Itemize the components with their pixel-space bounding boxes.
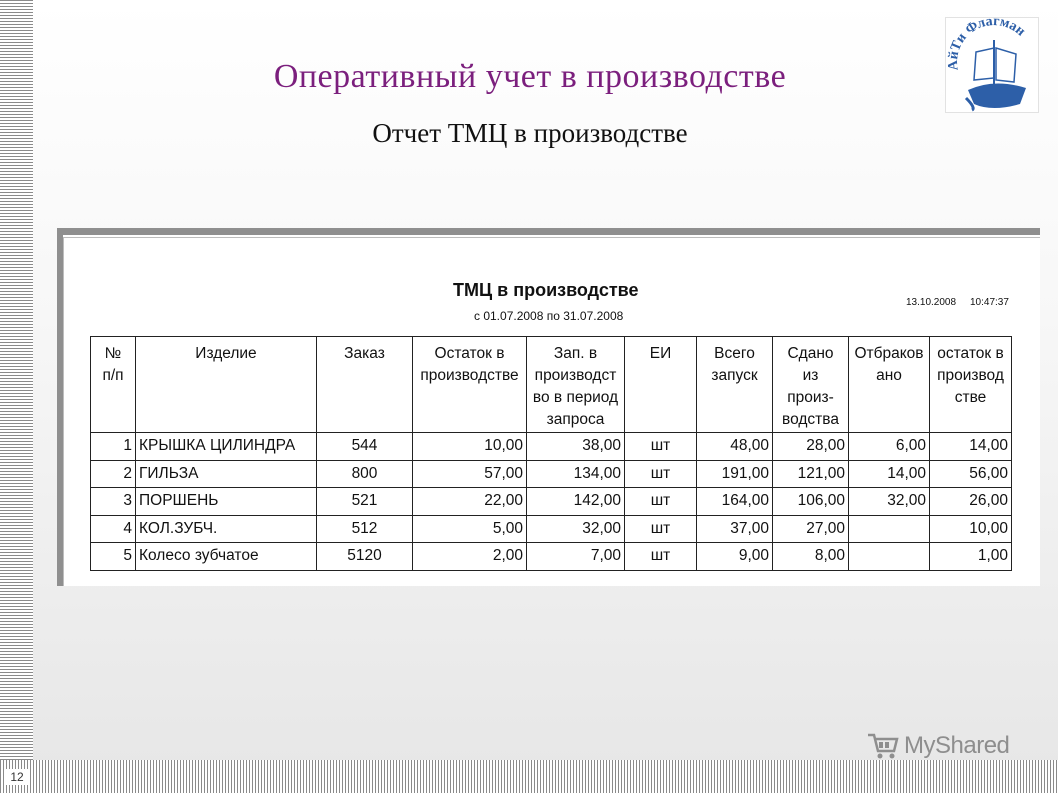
table-cell: КРЫШКА ЦИЛИНДРА: [136, 433, 317, 461]
table-cell: 32,00: [527, 515, 625, 543]
column-header: [91, 337, 136, 433]
table-cell: 4: [91, 515, 136, 543]
table-cell: 2: [91, 460, 136, 488]
table-cell: 134,00: [527, 460, 625, 488]
column-header: [849, 337, 930, 433]
table-cell: шт: [625, 433, 697, 461]
table-cell: 14,00: [930, 433, 1012, 461]
table-cell: Колесо зубчатое: [136, 543, 317, 571]
report-screenshot: [57, 228, 1040, 586]
table-cell: 1,00: [930, 543, 1012, 571]
table-cell: 6,00: [849, 433, 930, 461]
column-header-line: Остаток в: [434, 345, 505, 362]
table-row: [91, 460, 1012, 488]
table-cell: 57,00: [413, 460, 527, 488]
report-date: 13.10.2008: [906, 297, 957, 308]
table-cell: 10,00: [930, 515, 1012, 543]
column-header: [930, 337, 1012, 433]
table-cell: 56,00: [930, 460, 1012, 488]
table-cell: 521: [317, 488, 413, 516]
table-cell: 512: [317, 515, 413, 543]
report-time: 10:47:37: [970, 297, 1009, 308]
table-cell: ГИЛЬЗА: [136, 460, 317, 488]
logo-text: АйТи Флагман: [946, 18, 1028, 71]
slide-subtitle: Отчет ТМЦ в производстве: [372, 118, 688, 148]
column-header-line: водства: [782, 411, 839, 428]
column-header-line: п/п: [102, 367, 124, 384]
table-cell: 48,00: [697, 433, 773, 461]
watermark: [866, 731, 1026, 761]
table-cell: 1: [91, 433, 136, 461]
table-cell: 37,00: [697, 515, 773, 543]
column-header: [625, 337, 697, 433]
column-header-line: производ: [937, 367, 1004, 384]
table-cell: 7,00: [527, 543, 625, 571]
table-cell: КОЛ.ЗУБЧ.: [136, 515, 317, 543]
column-header: [527, 337, 625, 433]
table-header-row: [91, 337, 1012, 433]
table-cell: 5120: [317, 543, 413, 571]
table-cell: [849, 515, 930, 543]
table-cell: 191,00: [697, 460, 773, 488]
table-row: [91, 515, 1012, 543]
report-title: ТМЦ в производстве: [453, 280, 639, 300]
table-row: [91, 543, 1012, 571]
sailing-ship-icon: [946, 18, 1040, 114]
table-cell: 28,00: [773, 433, 849, 461]
column-header-line: во в период: [532, 389, 619, 406]
table-cell: 26,00: [930, 488, 1012, 516]
table-cell: 164,00: [697, 488, 773, 516]
column-header-line: производстве: [420, 367, 519, 384]
table-cell: шт: [625, 515, 697, 543]
table-cell: ПОРШЕНЬ: [136, 488, 317, 516]
column-header-line: остаток в: [937, 345, 1004, 362]
slide-title: Оперативный учет в производстве: [273, 58, 787, 95]
table-cell: 8,00: [773, 543, 849, 571]
column-header-line: из: [802, 367, 819, 384]
column-header-line: №: [104, 345, 122, 362]
column-header-line: Сдано: [787, 345, 834, 362]
watermark-text: MyShared: [904, 732, 1010, 759]
table-cell: 10,00: [413, 433, 527, 461]
column-header: [136, 337, 317, 433]
column-header-line: произ-: [787, 389, 834, 406]
column-header-line: запуск: [711, 367, 758, 384]
table-cell: 22,00: [413, 488, 527, 516]
table-cell: шт: [625, 488, 697, 516]
left-stripe-decoration: [0, 0, 33, 793]
table-cell: шт: [625, 460, 697, 488]
table-cell: 32,00: [849, 488, 930, 516]
table-body: [91, 433, 1012, 571]
table-cell: 142,00: [527, 488, 625, 516]
table-row: [91, 488, 1012, 516]
column-header: [697, 337, 773, 433]
table-cell: 106,00: [773, 488, 849, 516]
column-header-line: запроса: [546, 411, 605, 428]
table-cell: 5: [91, 543, 136, 571]
column-header-line: ЕИ: [649, 345, 672, 362]
company-logo: [945, 17, 1039, 113]
column-header-line: ано: [876, 367, 902, 384]
table-cell: 2,00: [413, 543, 527, 571]
column-header: [317, 337, 413, 433]
report-page: [63, 237, 1040, 586]
report-table: [90, 336, 1012, 571]
cart-icon: [866, 731, 900, 761]
column-header-line: производст: [534, 367, 617, 384]
table-cell: 9,00: [697, 543, 773, 571]
table-cell: 544: [317, 433, 413, 461]
table-cell: 800: [317, 460, 413, 488]
column-header-line: Всего: [714, 345, 755, 362]
table-cell: 5,00: [413, 515, 527, 543]
column-header: [773, 337, 849, 433]
table-cell: 3: [91, 488, 136, 516]
column-header: [413, 337, 527, 433]
table-cell: 38,00: [527, 433, 625, 461]
bottom-stripe-decoration: [0, 760, 1058, 793]
table-cell: 27,00: [773, 515, 849, 543]
column-header-line: Зап. в: [553, 345, 598, 362]
column-header-line: Изделие: [195, 345, 257, 362]
column-header-line: Заказ: [344, 345, 385, 362]
table-cell: 121,00: [773, 460, 849, 488]
report-period: с 01.07.2008 по 31.07.2008: [474, 309, 624, 323]
table-cell: шт: [625, 543, 697, 571]
table-cell: [849, 543, 930, 571]
column-header-line: стве: [954, 389, 987, 406]
table-row: [91, 433, 1012, 461]
table-cell: 14,00: [849, 460, 930, 488]
page-number: 12: [6, 769, 28, 785]
column-header-line: Отбраков: [854, 345, 924, 362]
